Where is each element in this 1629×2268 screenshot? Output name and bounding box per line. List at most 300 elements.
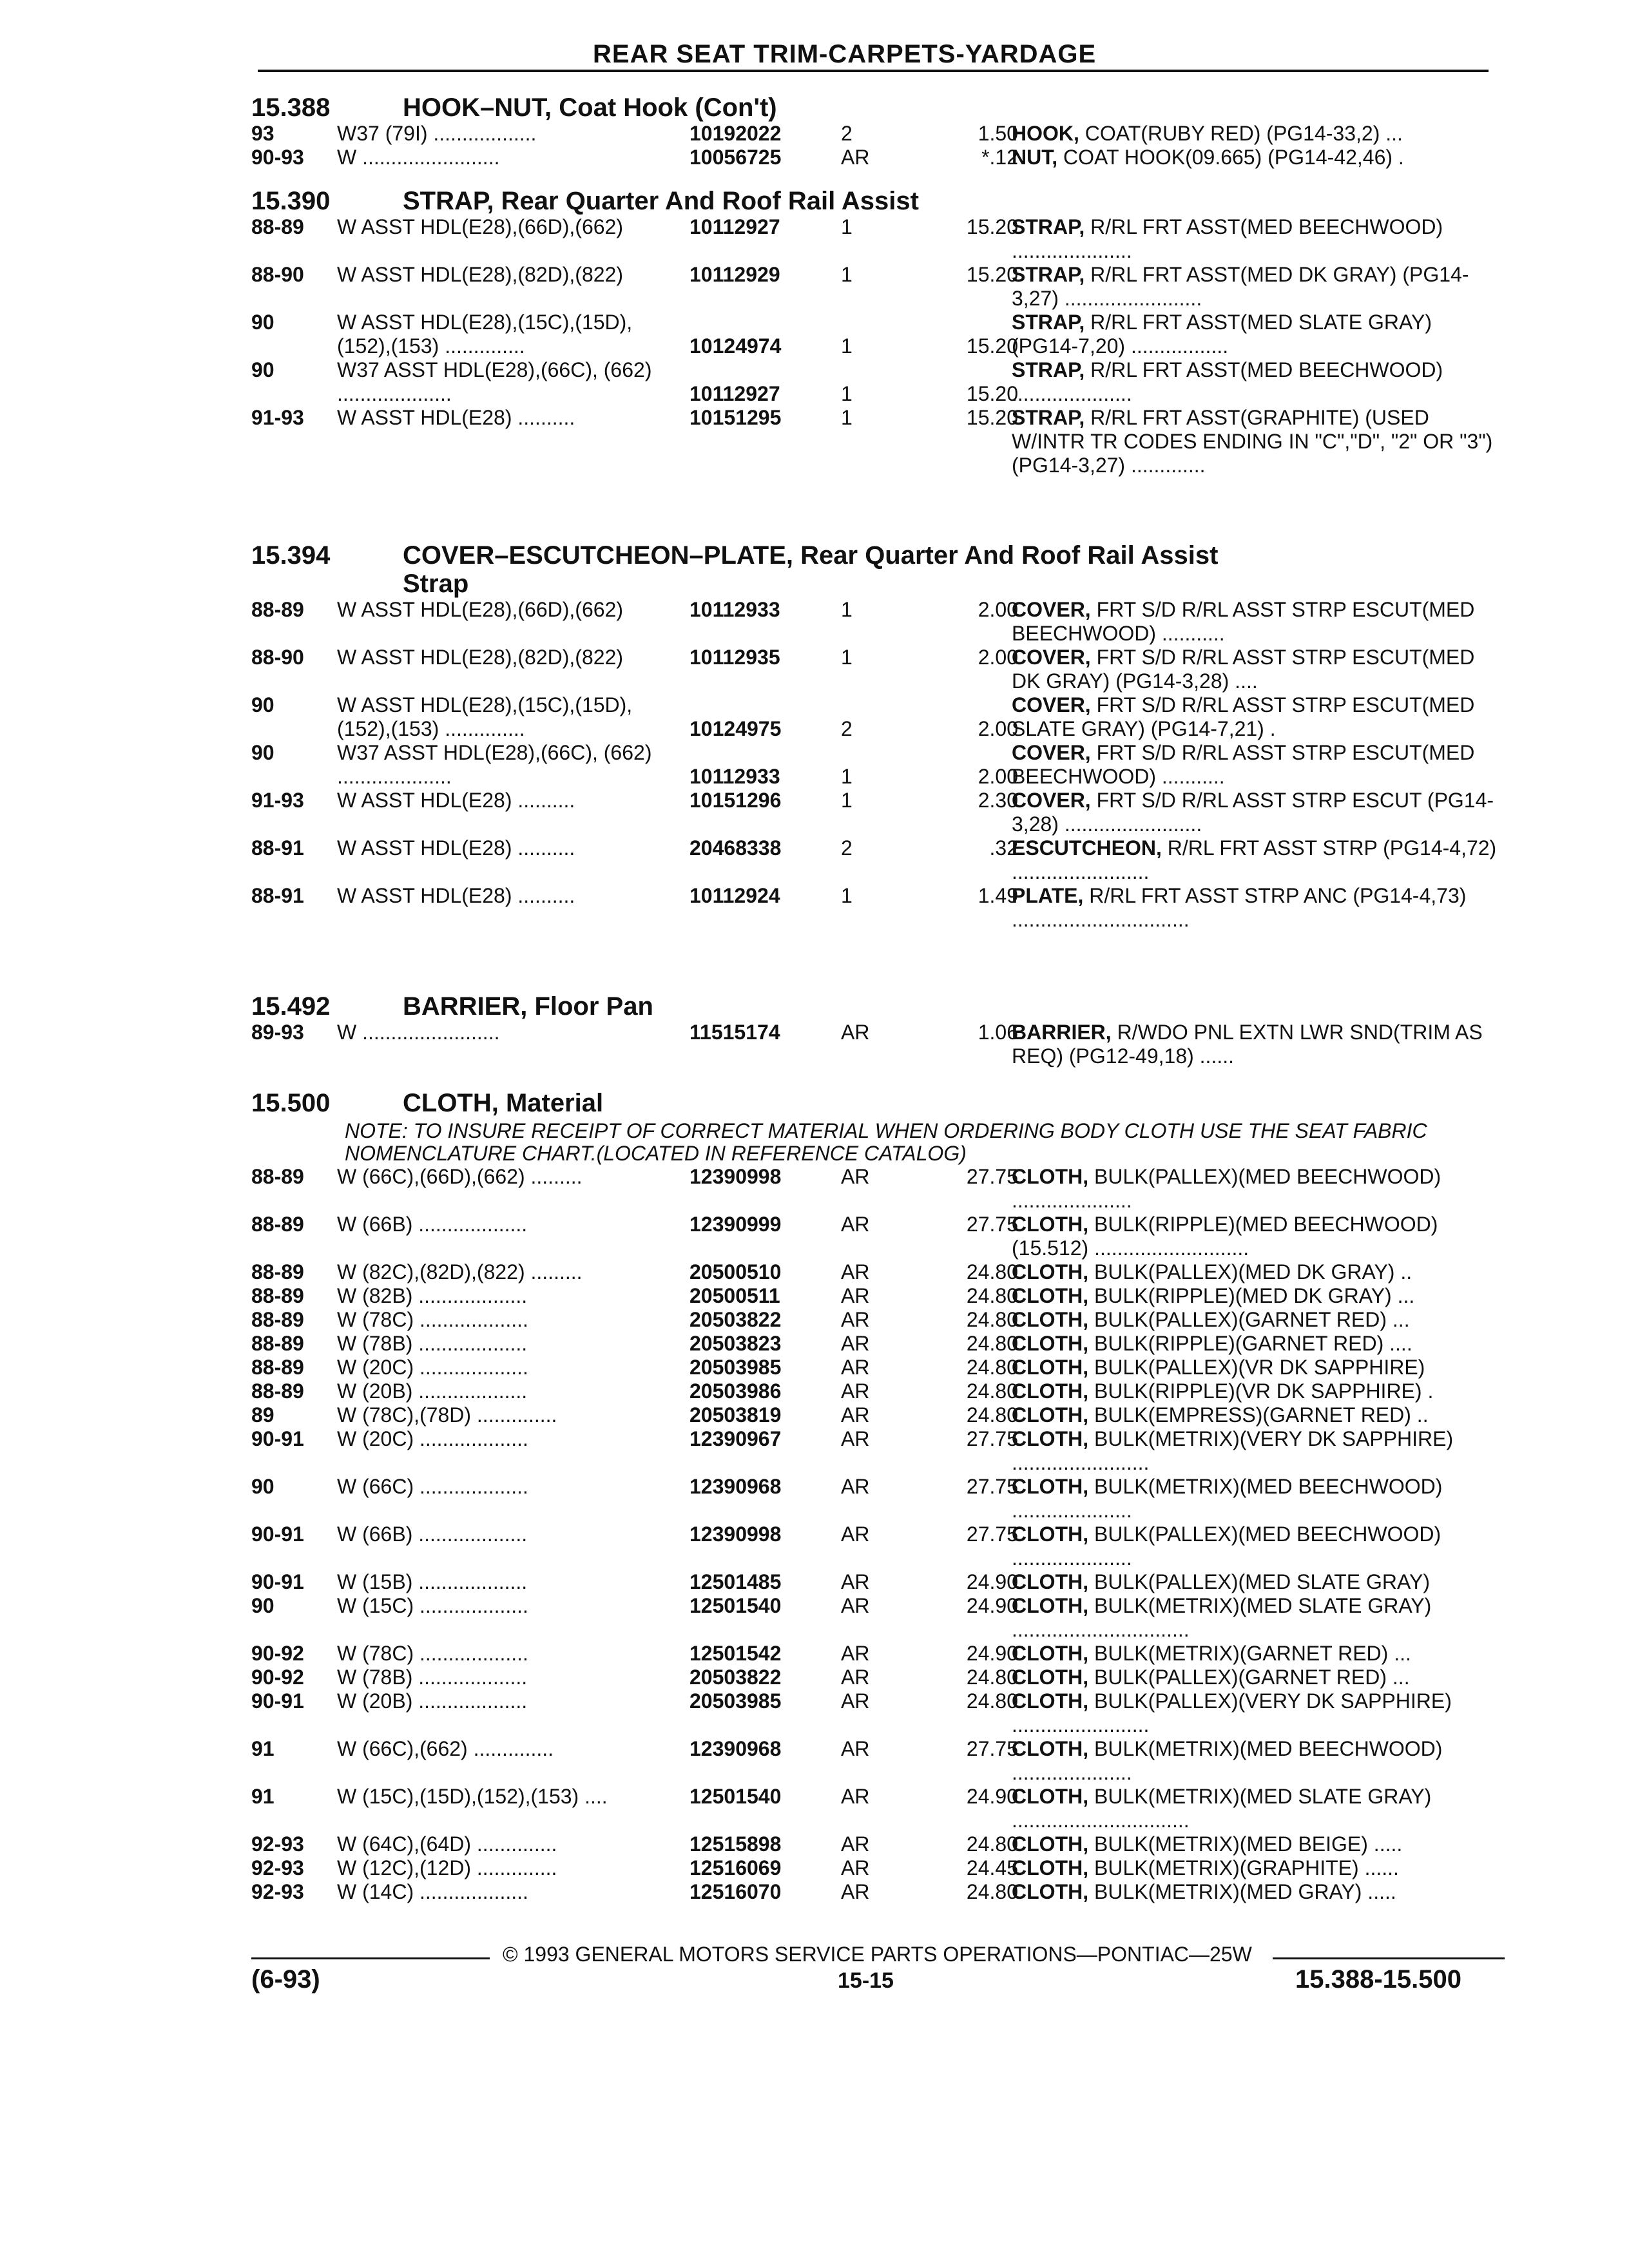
description [1012,741,1501,789]
description-text: BULK(RIPPLE)(GARNET RED) .... [1088,1332,1412,1355]
price: 24.80 [966,1260,1018,1283]
application: W (66C) ................... [337,1475,528,1498]
price: 2.00 [978,598,1018,621]
price: 27.75 [966,1165,1018,1188]
part-number: 10192022 [689,122,782,145]
section-number: 15.390 [251,187,331,215]
description-noun: CLOTH, [1012,1642,1089,1665]
section-15-492 [251,992,1508,1068]
description-text: BULK(PALLEX)(GARNET RED) ... [1088,1308,1410,1331]
model-year: 90-91 [251,1523,304,1546]
price: 24.80 [966,1379,1018,1403]
part-number: 12501485 [689,1570,782,1593]
quantity: AR [841,1403,870,1427]
description-text: R/RL FRT ASST(MED DK GRAY) (PG14-3,27) ........................ [1012,263,1469,310]
price: 24.80 [966,1666,1018,1689]
quantity: AR [841,1165,870,1188]
model-year: 92-93 [251,1856,304,1879]
part-number: 12390998 [689,1165,782,1188]
description [1012,1379,1501,1403]
model-year: 90 [251,358,275,381]
description-noun: COVER, [1012,741,1091,764]
part-row [251,1666,1410,1689]
description-text: BULK(PALLEX)(MED BEECHWOOD) ..................... [1012,1523,1441,1570]
part-number: 20503985 [689,1689,782,1713]
description-text: R/RL FRT ASST STRP ANC (PG14-4,73) ............................... [1012,884,1467,931]
description-noun: CLOTH, [1012,1832,1089,1856]
quantity: 1 [841,598,853,621]
part-row [251,1021,1483,1068]
description-text: BULK(METRIX)(MED BEECHWOOD) ..................... [1012,1475,1443,1522]
part-row [251,1475,1443,1523]
section-15-388 [251,93,1508,169]
application: W (78C) ................... [337,1642,528,1665]
model-year: 93 [251,122,275,145]
model-year: 90 [251,311,275,334]
price: 27.75 [966,1213,1018,1236]
part-row [251,1785,1432,1832]
description [1012,1523,1501,1570]
description-text: BULK(METRIX)(MED BEECHWOOD) ..................... [1012,1737,1443,1784]
application: W ASST HDL(E28) .......... [337,789,575,812]
quantity: 1 [841,646,853,669]
quantity: 1 [841,334,853,358]
price: 27.75 [966,1523,1018,1546]
model-year: 90 [251,693,275,716]
part-row [251,1165,1441,1213]
header-rule [258,70,1489,72]
application: W (20C) ................... [337,1356,528,1379]
description-noun: CLOTH, [1012,1689,1089,1713]
price: 1.49 [978,884,1018,907]
section-number: 15.394 [251,541,331,570]
description [1012,1213,1501,1260]
description [1012,146,1501,169]
application: W ASST HDL(E28) .......... [337,836,575,860]
description-noun: CLOTH, [1012,1666,1089,1689]
description-text: FRT S/D R/RL ASST STRP ESCUT(MED BEECHWOOD) ........... [1012,598,1475,645]
part-number: 12390998 [689,1523,782,1546]
description-text: BULK(METRIX)(MED BEIGE) ..... [1088,1832,1403,1856]
section-title: STRAP, Rear Quarter And Roof Rail Assist [403,187,919,215]
description-noun: CLOTH, [1012,1737,1089,1760]
model-year: 91-93 [251,789,304,812]
application: W ASST HDL(E28),(66D),(662) [337,215,623,238]
part-number: 11515174 [689,1021,780,1044]
description-text: R/WDO PNL EXTN LWR SND(TRIM AS REQ) (PG12-49,18) ...... [1012,1021,1483,1068]
description [1012,1785,1501,1832]
quantity: AR [841,1308,870,1331]
description-noun: CLOTH, [1012,1594,1089,1617]
part-number: 12501540 [689,1785,782,1808]
part-number: 12390968 [689,1737,782,1760]
quantity: 1 [841,215,853,238]
model-year: 88-89 [251,1356,304,1379]
quantity: AR [841,1689,870,1713]
description-noun: CLOTH, [1012,1523,1089,1546]
section-note: NOTE: TO INSURE RECEIPT OF CORRECT MATERIAL WHEN ORDERING BODY CLOTH USE THE SEAT FABRIC NOMENCLATURE CHART.(LOCATED IN REFERENCE CATALOG) [345,1119,1427,1165]
price: 2.30 [978,789,1018,812]
part-number: 12516070 [689,1880,782,1903]
section-heading [251,187,1508,215]
description [1012,693,1501,741]
part-row [251,1427,1454,1475]
part-number: 12516069 [689,1856,782,1879]
part-row [251,598,1475,646]
price: 24.90 [966,1570,1018,1593]
description-text: FRT S/D R/RL ASST STRP ESCUT(MED BEECHWOOD) ........... [1012,741,1475,788]
description-noun: COVER, [1012,789,1091,812]
price: *.12 [981,146,1018,169]
description-text: BULK(RIPPLE)(MED BEECHWOOD) (15.512) ........................... [1012,1213,1438,1260]
description [1012,1165,1501,1213]
description [1012,1021,1501,1068]
section-title: HOOK–NUT, Coat Hook [403,93,688,122]
price: 15.20 [966,263,1018,286]
part-row [251,1880,1396,1904]
description-text: FRT S/D R/RL ASST STRP ESCUT(MED DK GRAY) (PG14-3,28) .... [1012,646,1475,693]
description-text: BULK(METRIX)(VERY DK SAPPHIRE) ........................ [1012,1427,1454,1474]
application: W (82C),(82D),(822) ......... [337,1260,583,1283]
model-year: 88-89 [251,1308,304,1331]
quantity: AR [841,1021,870,1044]
price: 24.80 [966,1284,1018,1307]
model-year: 88-89 [251,1260,304,1283]
application: W (15B) ................... [337,1570,528,1593]
part-row [251,1379,1434,1403]
part-row [251,146,1404,169]
price: 24.80 [966,1880,1018,1903]
description-noun: CLOTH, [1012,1213,1089,1236]
part-number: 20500511 [689,1284,780,1307]
part-number: 10112935 [689,646,780,669]
description-text: R/RL FRT ASST(MED BEECHWOOD) ..................... [1012,358,1443,405]
application: W (66B) ................... [337,1213,528,1236]
footer-date: (6-93) [251,1965,320,1994]
description-noun: CLOTH, [1012,1570,1089,1593]
description-noun: CLOTH, [1012,1356,1089,1379]
description-text: BULK(PALLEX)(MED SLATE GRAY) [1088,1570,1430,1593]
price: 27.75 [966,1427,1018,1450]
model-year: 91-93 [251,406,304,429]
description-noun: CLOTH, [1012,1785,1089,1808]
description [1012,1427,1501,1475]
price: 15.20 [966,382,1018,405]
price: 24.80 [966,1403,1018,1427]
price: 15.20 [966,334,1018,358]
application: W ASST HDL(E28) .......... [337,884,575,907]
quantity: 1 [841,884,853,907]
model-year: 90-91 [251,1689,304,1713]
part-row [251,1403,1429,1427]
description [1012,1832,1501,1856]
description-noun: BARRIER, [1012,1021,1112,1044]
price: 24.80 [966,1356,1018,1379]
model-year: 90 [251,1594,275,1617]
application: W (66B) ................... [337,1523,528,1546]
part-row [251,1523,1441,1570]
section-heading [251,541,1508,570]
description [1012,646,1501,693]
part-row [251,1642,1411,1666]
application: W ........................ [337,1021,500,1044]
description-text: BULK(METRIX)(MED SLATE GRAY) ............................... [1012,1594,1432,1641]
model-year: 88-90 [251,646,304,669]
part-row [251,1308,1410,1332]
application: W37 ASST HDL(E28),(66C), (662) .................... [337,358,652,405]
model-year: 92-93 [251,1880,304,1903]
part-row [251,789,1494,836]
description-text: BULK(RIPPLE)(VR DK SAPPHIRE) . [1088,1379,1434,1403]
price: 1.06 [978,1021,1018,1044]
price: 24.80 [966,1832,1018,1856]
price: 24.80 [966,1308,1018,1331]
model-year: 91 [251,1737,275,1760]
application: W (20B) ................... [337,1379,528,1403]
part-number: 10112927 [689,382,780,405]
description-text: BULK(PALLEX)(VERY DK SAPPHIRE) ........................ [1012,1689,1452,1736]
part-number: 10124974 [689,334,782,358]
part-number: 12390999 [689,1213,782,1236]
part-row [251,406,1493,477]
section-number: 15.500 [251,1089,331,1117]
quantity: AR [841,1785,870,1808]
application: W (64C),(64D) .............. [337,1832,557,1856]
description-text: R/RL FRT ASST(MED BEECHWOOD) ..................... [1012,215,1443,262]
quantity: AR [841,1427,870,1450]
model-year: 88-89 [251,598,304,621]
description-text: FRT S/D R/RL ASST STRP ESCUT(MED SLATE GRAY) (PG14-7,21) . [1012,693,1475,740]
model-year: 88-89 [251,1379,304,1403]
application: W (78C) ................... [337,1308,528,1331]
price: 2.00 [978,717,1018,740]
section-heading [251,992,1508,1021]
description-text: FRT S/D R/RL ASST STRP ESCUT (PG14-3,28) ........................ [1012,789,1494,836]
part-row [251,1260,1412,1284]
description [1012,1856,1501,1880]
description-noun: CLOTH, [1012,1284,1089,1307]
section-title: BARRIER, Floor Pan [403,992,653,1021]
quantity: AR [841,1594,870,1617]
description-noun: CLOTH, [1012,1165,1089,1188]
part-row [251,1332,1412,1356]
application: W (20C) ................... [337,1427,528,1450]
description-text: BULK(RIPPLE)(MED DK GRAY) ... [1088,1284,1415,1307]
part-number: 20503985 [689,1356,782,1379]
application: W ASST HDL(E28),(66D),(662) [337,598,623,621]
application: W37 (79I) .................. [337,122,537,145]
application: W (78C),(78D) .............. [337,1403,557,1427]
section-suffix: (Con't) [695,93,777,122]
price: 24.80 [966,1689,1018,1713]
application: W37 ASST HDL(E28),(66C), (662) .................... [337,741,652,788]
description [1012,1642,1501,1666]
model-year: 88-91 [251,836,304,860]
part-row [251,1284,1415,1308]
price: 24.90 [966,1642,1018,1665]
section-title: COVER–ESCUTCHEON–PLATE, Rear Quarter And Roof Rail Assist [403,541,1219,570]
description-noun: COVER, [1012,598,1091,621]
application: W ASST HDL(E28) .......... [337,406,575,429]
quantity: AR [841,1523,870,1546]
section-heading [251,93,1508,122]
model-year: 88-90 [251,263,304,286]
description-text: BULK(PALLEX)(GARNET RED) ... [1088,1666,1410,1689]
model-year: 88-91 [251,884,304,907]
part-number: 10056725 [689,146,782,169]
quantity: AR [841,1379,870,1403]
part-number: 12501540 [689,1594,782,1617]
description [1012,1356,1501,1379]
part-number: 10151296 [689,789,782,812]
part-row [251,122,1403,146]
application: W (78B) ................... [337,1666,528,1689]
part-number: 20503819 [689,1403,782,1427]
part-number: 10151295 [689,406,782,429]
description [1012,406,1501,477]
description-text: BULK(METRIX)(MED GRAY) ..... [1088,1880,1396,1903]
quantity: AR [841,1666,870,1689]
part-row [251,884,1467,932]
quantity: 2 [841,122,853,145]
quantity: 1 [841,789,853,812]
quantity: AR [841,1213,870,1236]
description [1012,1475,1501,1523]
section-heading [251,1089,1508,1117]
footer-range: 15.388-15.500 [1295,1965,1462,1994]
quantity: 1 [841,263,853,286]
section-15-394 [251,541,1508,932]
model-year: 90-91 [251,1427,304,1450]
page-title: REAR SEAT TRIM-CARPETS-YARDAGE [593,40,1097,68]
model-year: 90-93 [251,146,304,169]
model-year: 90-91 [251,1570,304,1593]
description-noun: CLOTH, [1012,1260,1089,1283]
description [1012,215,1501,263]
description-noun: NUT, [1012,146,1058,169]
section-15-390 [251,187,1508,477]
quantity: AR [841,1856,870,1879]
description [1012,1308,1501,1332]
description [1012,1284,1501,1308]
price: 27.75 [966,1737,1018,1760]
model-year: 90-92 [251,1642,304,1665]
description [1012,1737,1501,1785]
description-text: BULK(PALLEX)(MED BEECHWOOD) ..................... [1012,1165,1441,1212]
description-noun: STRAP, [1012,215,1085,238]
price: 24.80 [966,1332,1018,1355]
description-noun: CLOTH, [1012,1427,1089,1450]
description-text: BULK(PALLEX)(VR DK SAPPHIRE) [1088,1356,1425,1379]
model-year: 90 [251,741,275,764]
part-number: 10112927 [689,215,780,238]
model-year: 89-93 [251,1021,304,1044]
price: .32 [989,836,1018,860]
part-number: 20468338 [689,836,782,860]
description-text: R/RL FRT ASST STRP (PG14-4,72) ........................ [1012,836,1497,883]
quantity: AR [841,1284,870,1307]
part-row [251,1594,1432,1642]
description-noun: COVER, [1012,646,1091,669]
description [1012,122,1501,146]
model-year: 88-89 [251,1165,304,1188]
part-number: 12515898 [689,1832,782,1856]
description [1012,311,1501,358]
model-year: 88-89 [251,1284,304,1307]
part-number: 10112924 [689,884,780,907]
part-row [251,646,1475,693]
description-noun: CLOTH, [1012,1332,1089,1355]
part-row [251,1213,1438,1260]
part-row [251,741,1475,789]
section-number: 15.388 [251,93,331,122]
part-row [251,1570,1430,1594]
quantity: AR [841,1642,870,1665]
description [1012,598,1501,646]
application: W (15C) ................... [337,1594,528,1617]
description-noun: CLOTH, [1012,1880,1089,1903]
description-noun: COVER, [1012,693,1091,716]
price: 27.75 [966,1475,1018,1498]
model-year: 91 [251,1785,275,1808]
part-row [251,1832,1403,1856]
description [1012,1666,1501,1689]
part-number: 20503823 [689,1332,782,1355]
price: 2.00 [978,646,1018,669]
part-number: 20503822 [689,1308,782,1331]
description-noun: STRAP, [1012,311,1085,334]
description-text: BULK(METRIX)(GRAPHITE) ...... [1088,1856,1399,1879]
description [1012,884,1501,932]
price: 2.00 [978,765,1018,788]
price: 24.90 [966,1785,1018,1808]
quantity: 2 [841,717,853,740]
part-number: 12501542 [689,1642,782,1665]
quantity: AR [841,1737,870,1760]
quantity: AR [841,1832,870,1856]
application: W ........................ [337,146,500,169]
quantity: AR [841,1570,870,1593]
price: 15.20 [966,406,1018,429]
description [1012,789,1501,836]
description [1012,1332,1501,1356]
description [1012,1689,1501,1737]
part-number: 20503822 [689,1666,782,1689]
section-title: CLOTH, Material [403,1089,604,1117]
quantity: AR [841,1356,870,1379]
footer-rule-right [1273,1957,1505,1959]
quantity: AR [841,1260,870,1283]
part-row [251,1737,1443,1785]
quantity: AR [841,1475,870,1498]
application: W (82B) ................... [337,1284,528,1307]
model-year: 90-92 [251,1666,304,1689]
description-noun: STRAP, [1012,263,1085,286]
model-year: 90 [251,1475,275,1498]
description-noun: PLATE, [1012,884,1084,907]
part-number: 12390967 [689,1427,782,1450]
description-noun: CLOTH, [1012,1379,1089,1403]
part-row [251,311,1432,358]
description-text: R/RL FRT ASST(MED SLATE GRAY) (PG14-7,20) ................. [1012,311,1432,358]
model-year: 88-89 [251,215,304,238]
application: W (20B) ................... [337,1689,528,1713]
quantity: 1 [841,765,853,788]
section-title-continued: Strap [403,570,469,598]
part-row [251,1689,1452,1737]
application: W ASST HDL(E28),(15C),(15D), (152),(153) .............. [337,693,633,740]
description-text: COAT(RUBY RED) (PG14-33,2) ... [1079,122,1403,145]
